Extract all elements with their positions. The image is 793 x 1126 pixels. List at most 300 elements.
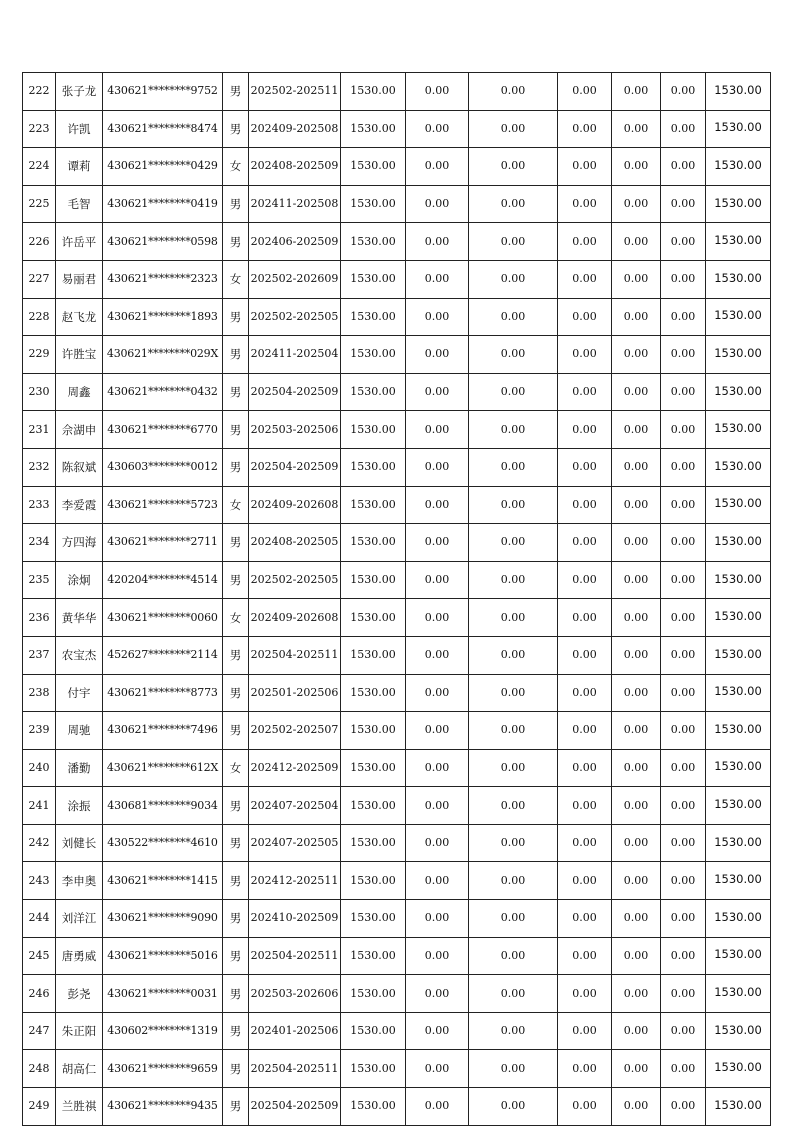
value-cell-1: 0.00	[406, 712, 469, 750]
gender-cell: 男	[223, 674, 249, 712]
amount-cell: 1530.00	[341, 937, 406, 975]
value-cell-1: 0.00	[406, 975, 469, 1013]
value-cell-3: 0.00	[558, 599, 612, 637]
table-row	[23, 336, 771, 374]
total-cell: 1530.00	[706, 900, 771, 938]
value-cell-5: 0.00	[661, 73, 706, 111]
value-cell-2: 0.00	[469, 148, 558, 186]
total-cell: 1530.00	[706, 674, 771, 712]
value-cell-4: 0.00	[612, 73, 661, 111]
value-cell-1: 0.00	[406, 674, 469, 712]
value-cell-5: 0.00	[661, 298, 706, 336]
name-cell: 佘湖申	[56, 411, 103, 449]
name-cell: 农宝杰	[56, 636, 103, 674]
gender-cell: 男	[223, 862, 249, 900]
period-cell: 202504-202511	[249, 636, 341, 674]
value-cell-4: 0.00	[612, 712, 661, 750]
value-cell-5: 0.00	[661, 1050, 706, 1088]
name-cell: 许凯	[56, 110, 103, 148]
value-cell-5: 0.00	[661, 1088, 706, 1126]
value-cell-1: 0.00	[406, 110, 469, 148]
total-cell: 1530.00	[706, 862, 771, 900]
gender-cell: 男	[223, 373, 249, 411]
row-number-cell: 226	[23, 223, 56, 261]
id-number-cell: 430621********1415	[103, 862, 223, 900]
value-cell-3: 0.00	[558, 223, 612, 261]
amount-cell: 1530.00	[341, 524, 406, 562]
table-row	[23, 373, 771, 411]
value-cell-1: 0.00	[406, 749, 469, 787]
value-cell-1: 0.00	[406, 1088, 469, 1126]
amount-cell: 1530.00	[341, 486, 406, 524]
value-cell-4: 0.00	[612, 937, 661, 975]
period-cell: 202503-202606	[249, 975, 341, 1013]
subsidy-table	[22, 72, 771, 1126]
value-cell-1: 0.00	[406, 448, 469, 486]
value-cell-2: 0.00	[469, 73, 558, 111]
value-cell-2: 0.00	[469, 561, 558, 599]
total-cell: 1530.00	[706, 1050, 771, 1088]
row-number-cell: 230	[23, 373, 56, 411]
table-row	[23, 1012, 771, 1050]
amount-cell: 1530.00	[341, 73, 406, 111]
name-cell: 陈叙斌	[56, 448, 103, 486]
row-number-cell: 249	[23, 1088, 56, 1126]
table-row	[23, 260, 771, 298]
row-number-cell: 240	[23, 749, 56, 787]
amount-cell: 1530.00	[341, 336, 406, 374]
value-cell-2: 0.00	[469, 486, 558, 524]
id-number-cell: 430621********0429	[103, 148, 223, 186]
value-cell-4: 0.00	[612, 411, 661, 449]
value-cell-1: 0.00	[406, 373, 469, 411]
value-cell-4: 0.00	[612, 336, 661, 374]
row-number-cell: 233	[23, 486, 56, 524]
table-row	[23, 524, 771, 562]
value-cell-1: 0.00	[406, 223, 469, 261]
table-row	[23, 486, 771, 524]
period-cell: 202504-202509	[249, 448, 341, 486]
value-cell-5: 0.00	[661, 1012, 706, 1050]
id-number-cell: 430621********612X	[103, 749, 223, 787]
id-number-cell: 430621********7496	[103, 712, 223, 750]
value-cell-3: 0.00	[558, 712, 612, 750]
total-cell: 1530.00	[706, 561, 771, 599]
value-cell-1: 0.00	[406, 524, 469, 562]
table-row	[23, 1050, 771, 1088]
row-number-cell: 222	[23, 73, 56, 111]
value-cell-4: 0.00	[612, 749, 661, 787]
name-cell: 涂振	[56, 787, 103, 825]
table-row	[23, 73, 771, 111]
value-cell-1: 0.00	[406, 185, 469, 223]
value-cell-3: 0.00	[558, 260, 612, 298]
row-number-cell: 245	[23, 937, 56, 975]
value-cell-4: 0.00	[612, 1050, 661, 1088]
id-number-cell: 430621********6770	[103, 411, 223, 449]
value-cell-4: 0.00	[612, 185, 661, 223]
gender-cell: 男	[223, 900, 249, 938]
value-cell-3: 0.00	[558, 373, 612, 411]
value-cell-1: 0.00	[406, 336, 469, 374]
amount-cell: 1530.00	[341, 260, 406, 298]
table-row	[23, 561, 771, 599]
row-number-cell: 244	[23, 900, 56, 938]
gender-cell: 男	[223, 110, 249, 148]
value-cell-2: 0.00	[469, 862, 558, 900]
id-number-cell: 430621********0598	[103, 223, 223, 261]
id-number-cell: 430621********0060	[103, 599, 223, 637]
table-row	[23, 975, 771, 1013]
name-cell: 李申奥	[56, 862, 103, 900]
amount-cell: 1530.00	[341, 298, 406, 336]
gender-cell: 男	[223, 787, 249, 825]
row-number-cell: 234	[23, 524, 56, 562]
name-cell: 刘洋江	[56, 900, 103, 938]
period-cell: 202406-202509	[249, 223, 341, 261]
value-cell-3: 0.00	[558, 298, 612, 336]
total-cell: 1530.00	[706, 787, 771, 825]
value-cell-5: 0.00	[661, 636, 706, 674]
name-cell: 胡高仁	[56, 1050, 103, 1088]
value-cell-2: 0.00	[469, 411, 558, 449]
gender-cell: 男	[223, 824, 249, 862]
value-cell-2: 0.00	[469, 636, 558, 674]
name-cell: 刘健长	[56, 824, 103, 862]
gender-cell: 男	[223, 975, 249, 1013]
row-number-cell: 225	[23, 185, 56, 223]
value-cell-2: 0.00	[469, 937, 558, 975]
period-cell: 202409-202608	[249, 486, 341, 524]
table-row	[23, 862, 771, 900]
total-cell: 1530.00	[706, 1088, 771, 1126]
value-cell-5: 0.00	[661, 674, 706, 712]
value-cell-3: 0.00	[558, 486, 612, 524]
row-number-cell: 239	[23, 712, 56, 750]
value-cell-5: 0.00	[661, 260, 706, 298]
value-cell-4: 0.00	[612, 975, 661, 1013]
value-cell-1: 0.00	[406, 787, 469, 825]
gender-cell: 男	[223, 561, 249, 599]
value-cell-5: 0.00	[661, 787, 706, 825]
name-cell: 谭莉	[56, 148, 103, 186]
value-cell-3: 0.00	[558, 900, 612, 938]
value-cell-4: 0.00	[612, 599, 661, 637]
value-cell-5: 0.00	[661, 749, 706, 787]
value-cell-4: 0.00	[612, 298, 661, 336]
table-row	[23, 1088, 771, 1126]
value-cell-3: 0.00	[558, 636, 612, 674]
value-cell-2: 0.00	[469, 1012, 558, 1050]
value-cell-4: 0.00	[612, 448, 661, 486]
id-number-cell: 430621********2711	[103, 524, 223, 562]
value-cell-1: 0.00	[406, 1050, 469, 1088]
total-cell: 1530.00	[706, 937, 771, 975]
row-number-cell: 242	[23, 824, 56, 862]
period-cell: 202504-202511	[249, 1050, 341, 1088]
value-cell-3: 0.00	[558, 937, 612, 975]
value-cell-5: 0.00	[661, 336, 706, 374]
value-cell-5: 0.00	[661, 148, 706, 186]
name-cell: 付宇	[56, 674, 103, 712]
value-cell-1: 0.00	[406, 824, 469, 862]
id-number-cell: 430621********9090	[103, 900, 223, 938]
name-cell: 朱正阳	[56, 1012, 103, 1050]
row-number-cell: 246	[23, 975, 56, 1013]
gender-cell: 男	[223, 448, 249, 486]
name-cell: 李爱霞	[56, 486, 103, 524]
value-cell-1: 0.00	[406, 486, 469, 524]
table-body	[23, 73, 771, 1126]
total-cell: 1530.00	[706, 260, 771, 298]
period-cell: 202501-202506	[249, 674, 341, 712]
value-cell-1: 0.00	[406, 411, 469, 449]
id-number-cell: 430621********9752	[103, 73, 223, 111]
period-cell: 202502-202609	[249, 260, 341, 298]
table-row	[23, 223, 771, 261]
row-number-cell: 237	[23, 636, 56, 674]
value-cell-1: 0.00	[406, 636, 469, 674]
value-cell-3: 0.00	[558, 749, 612, 787]
period-cell: 202504-202509	[249, 373, 341, 411]
value-cell-2: 0.00	[469, 1088, 558, 1126]
id-number-cell: 430621********0031	[103, 975, 223, 1013]
gender-cell: 女	[223, 486, 249, 524]
amount-cell: 1530.00	[341, 561, 406, 599]
total-cell: 1530.00	[706, 599, 771, 637]
table-row	[23, 599, 771, 637]
name-cell: 许胜宝	[56, 336, 103, 374]
row-number-cell: 235	[23, 561, 56, 599]
period-cell: 202411-202504	[249, 336, 341, 374]
gender-cell: 男	[223, 1012, 249, 1050]
name-cell: 许岳平	[56, 223, 103, 261]
gender-cell: 女	[223, 148, 249, 186]
row-number-cell: 243	[23, 862, 56, 900]
value-cell-2: 0.00	[469, 110, 558, 148]
period-cell: 202409-202508	[249, 110, 341, 148]
table-row	[23, 937, 771, 975]
value-cell-2: 0.00	[469, 674, 558, 712]
value-cell-4: 0.00	[612, 900, 661, 938]
amount-cell: 1530.00	[341, 975, 406, 1013]
value-cell-2: 0.00	[469, 749, 558, 787]
value-cell-1: 0.00	[406, 148, 469, 186]
name-cell: 潘勤	[56, 749, 103, 787]
value-cell-2: 0.00	[469, 824, 558, 862]
total-cell: 1530.00	[706, 411, 771, 449]
value-cell-2: 0.00	[469, 298, 558, 336]
value-cell-3: 0.00	[558, 336, 612, 374]
value-cell-2: 0.00	[469, 223, 558, 261]
value-cell-5: 0.00	[661, 712, 706, 750]
table-row	[23, 900, 771, 938]
value-cell-4: 0.00	[612, 148, 661, 186]
gender-cell: 男	[223, 1088, 249, 1126]
id-number-cell: 430602********1319	[103, 1012, 223, 1050]
value-cell-1: 0.00	[406, 937, 469, 975]
amount-cell: 1530.00	[341, 373, 406, 411]
table-row	[23, 636, 771, 674]
value-cell-3: 0.00	[558, 1012, 612, 1050]
id-number-cell: 430621********2323	[103, 260, 223, 298]
amount-cell: 1530.00	[341, 900, 406, 938]
gender-cell: 男	[223, 524, 249, 562]
id-number-cell: 430621********9659	[103, 1050, 223, 1088]
period-cell: 202409-202608	[249, 599, 341, 637]
table-row	[23, 749, 771, 787]
value-cell-3: 0.00	[558, 73, 612, 111]
id-number-cell: 430603********0012	[103, 448, 223, 486]
value-cell-1: 0.00	[406, 73, 469, 111]
value-cell-5: 0.00	[661, 524, 706, 562]
value-cell-1: 0.00	[406, 260, 469, 298]
value-cell-3: 0.00	[558, 1088, 612, 1126]
value-cell-5: 0.00	[661, 599, 706, 637]
row-number-cell: 224	[23, 148, 56, 186]
value-cell-3: 0.00	[558, 975, 612, 1013]
value-cell-3: 0.00	[558, 110, 612, 148]
id-number-cell: 430621********5016	[103, 937, 223, 975]
value-cell-3: 0.00	[558, 448, 612, 486]
value-cell-2: 0.00	[469, 599, 558, 637]
value-cell-4: 0.00	[612, 373, 661, 411]
id-number-cell: 430681********9034	[103, 787, 223, 825]
value-cell-2: 0.00	[469, 336, 558, 374]
period-cell: 202504-202511	[249, 937, 341, 975]
id-number-cell: 430522********4610	[103, 824, 223, 862]
value-cell-5: 0.00	[661, 975, 706, 1013]
total-cell: 1530.00	[706, 486, 771, 524]
id-number-cell: 430621********5723	[103, 486, 223, 524]
value-cell-5: 0.00	[661, 411, 706, 449]
total-cell: 1530.00	[706, 148, 771, 186]
value-cell-2: 0.00	[469, 260, 558, 298]
period-cell: 202503-202506	[249, 411, 341, 449]
id-number-cell: 430621********029X	[103, 336, 223, 374]
id-number-cell: 430621********8474	[103, 110, 223, 148]
amount-cell: 1530.00	[341, 1088, 406, 1126]
id-number-cell: 420204********4514	[103, 561, 223, 599]
value-cell-4: 0.00	[612, 1088, 661, 1126]
table-row	[23, 185, 771, 223]
name-cell: 兰胜祺	[56, 1088, 103, 1126]
id-number-cell: 430621********8773	[103, 674, 223, 712]
id-number-cell: 430621********9435	[103, 1088, 223, 1126]
value-cell-3: 0.00	[558, 824, 612, 862]
name-cell: 周驰	[56, 712, 103, 750]
name-cell: 张子龙	[56, 73, 103, 111]
value-cell-3: 0.00	[558, 411, 612, 449]
period-cell: 202408-202505	[249, 524, 341, 562]
value-cell-4: 0.00	[612, 824, 661, 862]
value-cell-2: 0.00	[469, 373, 558, 411]
table-row	[23, 787, 771, 825]
row-number-cell: 241	[23, 787, 56, 825]
value-cell-3: 0.00	[558, 185, 612, 223]
period-cell: 202504-202509	[249, 1088, 341, 1126]
amount-cell: 1530.00	[341, 862, 406, 900]
value-cell-3: 0.00	[558, 1050, 612, 1088]
value-cell-5: 0.00	[661, 185, 706, 223]
amount-cell: 1530.00	[341, 749, 406, 787]
name-cell: 毛智	[56, 185, 103, 223]
gender-cell: 男	[223, 636, 249, 674]
value-cell-3: 0.00	[558, 862, 612, 900]
amount-cell: 1530.00	[341, 448, 406, 486]
gender-cell: 女	[223, 260, 249, 298]
table-row	[23, 712, 771, 750]
total-cell: 1530.00	[706, 824, 771, 862]
gender-cell: 男	[223, 223, 249, 261]
amount-cell: 1530.00	[341, 185, 406, 223]
value-cell-5: 0.00	[661, 900, 706, 938]
name-cell: 周鑫	[56, 373, 103, 411]
id-number-cell: 430621********0419	[103, 185, 223, 223]
amount-cell: 1530.00	[341, 674, 406, 712]
row-number-cell: 227	[23, 260, 56, 298]
value-cell-4: 0.00	[612, 486, 661, 524]
amount-cell: 1530.00	[341, 636, 406, 674]
row-number-cell: 232	[23, 448, 56, 486]
total-cell: 1530.00	[706, 1012, 771, 1050]
table-row	[23, 298, 771, 336]
period-cell: 202410-202509	[249, 900, 341, 938]
amount-cell: 1530.00	[341, 1012, 406, 1050]
id-number-cell: 452627********2114	[103, 636, 223, 674]
value-cell-3: 0.00	[558, 787, 612, 825]
value-cell-5: 0.00	[661, 448, 706, 486]
gender-cell: 男	[223, 336, 249, 374]
total-cell: 1530.00	[706, 373, 771, 411]
value-cell-4: 0.00	[612, 561, 661, 599]
total-cell: 1530.00	[706, 73, 771, 111]
gender-cell: 男	[223, 185, 249, 223]
table-row	[23, 824, 771, 862]
name-cell: 黄华华	[56, 599, 103, 637]
total-cell: 1530.00	[706, 636, 771, 674]
table-row	[23, 674, 771, 712]
value-cell-4: 0.00	[612, 223, 661, 261]
value-cell-3: 0.00	[558, 561, 612, 599]
row-number-cell: 223	[23, 110, 56, 148]
value-cell-2: 0.00	[469, 1050, 558, 1088]
value-cell-1: 0.00	[406, 900, 469, 938]
value-cell-2: 0.00	[469, 448, 558, 486]
value-cell-1: 0.00	[406, 862, 469, 900]
value-cell-2: 0.00	[469, 524, 558, 562]
value-cell-2: 0.00	[469, 712, 558, 750]
row-number-cell: 231	[23, 411, 56, 449]
gender-cell: 男	[223, 937, 249, 975]
total-cell: 1530.00	[706, 298, 771, 336]
total-cell: 1530.00	[706, 223, 771, 261]
id-number-cell: 430621********0432	[103, 373, 223, 411]
value-cell-5: 0.00	[661, 862, 706, 900]
value-cell-5: 0.00	[661, 561, 706, 599]
total-cell: 1530.00	[706, 524, 771, 562]
value-cell-2: 0.00	[469, 975, 558, 1013]
value-cell-4: 0.00	[612, 1012, 661, 1050]
value-cell-4: 0.00	[612, 260, 661, 298]
gender-cell: 女	[223, 749, 249, 787]
value-cell-1: 0.00	[406, 298, 469, 336]
row-number-cell: 236	[23, 599, 56, 637]
gender-cell: 男	[223, 73, 249, 111]
amount-cell: 1530.00	[341, 824, 406, 862]
period-cell: 202401-202506	[249, 1012, 341, 1050]
value-cell-3: 0.00	[558, 674, 612, 712]
